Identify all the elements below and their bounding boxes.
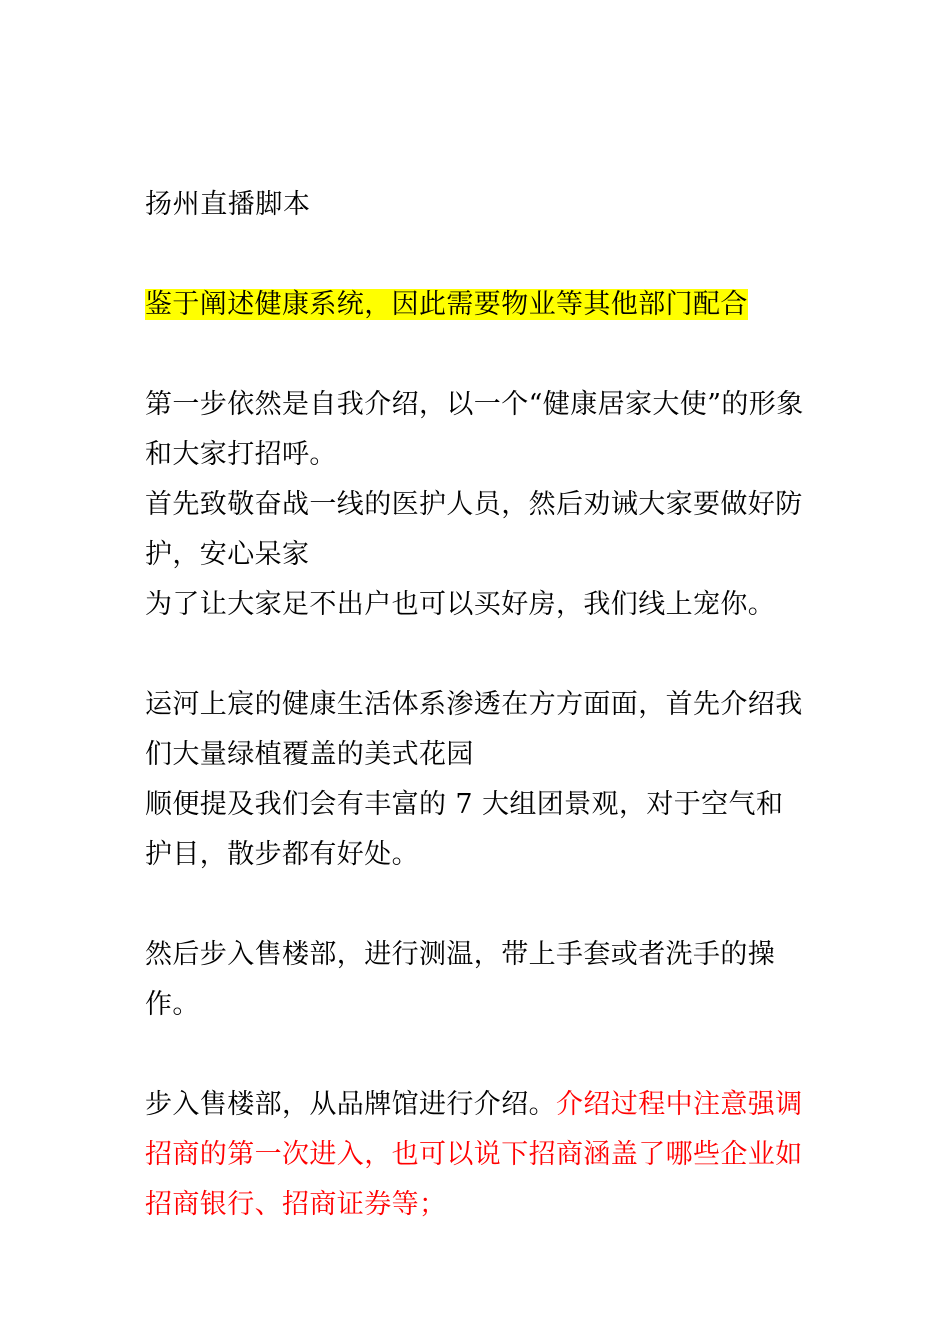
highlighted-note [145, 280, 810, 330]
paragraph-spacer [145, 330, 810, 380]
paragraph-online: 为了让大家足不出户也可以买好房，我们线上宠你。 [145, 589, 776, 620]
paragraph-spacer [145, 1030, 810, 1080]
brand-hall-text: 步入售楼部，从品牌馆进行介绍。 [145, 1089, 556, 1120]
paragraph-self-intro: 第一步依然是自我介绍，以一个“健康居家大使”的形象和大家打招呼。 [145, 389, 804, 470]
paragraph-landscape: 顺便提及我们会有丰富的 7 大组团景观，对于空气和护目，散步都有好处。 [145, 789, 784, 870]
paragraph-spacer [145, 880, 810, 930]
paragraph-brand-hall [145, 1080, 810, 1230]
paragraph-spacer [145, 630, 810, 680]
paragraph-spacer [145, 230, 810, 280]
emphasis-red-text: 介绍过程中注意强调招商的第一次进入，也可以说下招商涵盖了哪些企业如招商银行、招商证券等； [145, 1089, 803, 1220]
paragraph-garden: 运河上宸的健康生活体系渗透在方方面面，首先介绍我们大量绿植覆盖的美式花园 [145, 689, 803, 770]
paragraph-salute: 首先致敬奋战一线的医护人员，然后劝诫大家要做好防护，安心呆家 [145, 489, 803, 570]
document-body [145, 180, 810, 1230]
highlight-text: 鉴于阐述健康系统，因此需要物业等其他部门配合 [145, 289, 748, 320]
document-title: 扬州直播脚本 [145, 189, 311, 220]
paragraph-sales-office: 然后步入售楼部，进行测温，带上手套或者洗手的操作。 [145, 939, 776, 1020]
